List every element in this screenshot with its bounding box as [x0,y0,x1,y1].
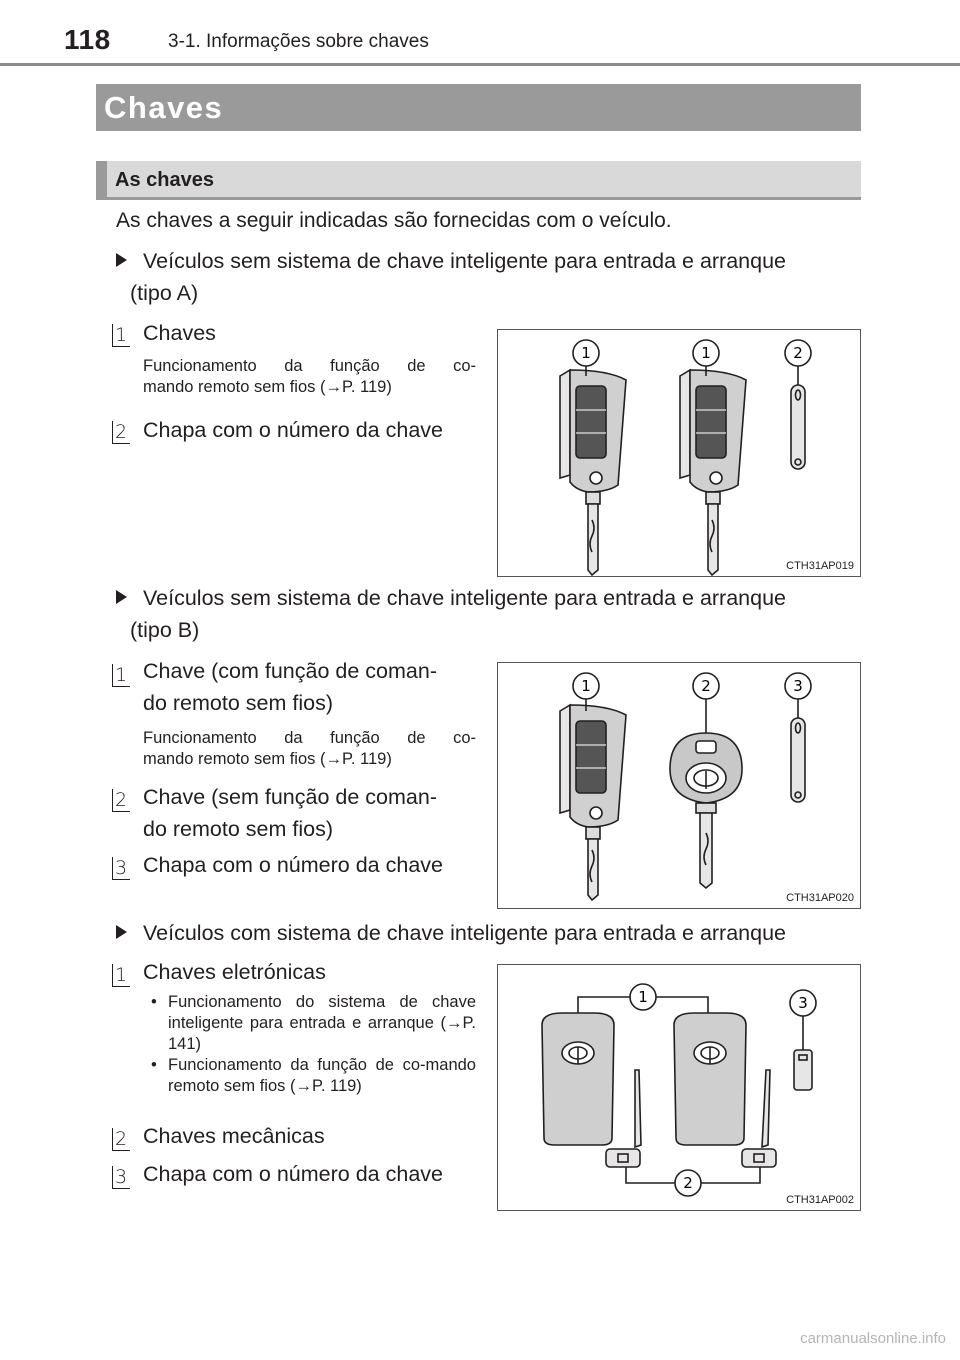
figure-code: CTH31AP020 [786,892,854,904]
list-item: • Funcionamento da função de co-mando remoto sem fios (→P. 119) [143,1055,476,1097]
running-header: 3-1. Informações sobre chaves [168,31,429,52]
section-heading-smart-key: Veículos com sistema de chave inteligente para entrada e arranque [116,917,861,949]
electronic-key-icon [542,1013,614,1145]
item-label: Chapa com o número da chave [143,1162,443,1186]
item-label: Chaves mecânicas [143,1124,325,1148]
triangle-bullet-icon [116,925,127,939]
standard-key-icon [670,733,742,888]
section-heading-type-b: Veículos sem sistema de chave inteligente para entrada e arranque (tipo B) [116,582,861,646]
keys-type-a-illustration [498,330,860,576]
figure-keys-type-a [497,329,861,577]
figure-keys-type-b [497,662,861,909]
callout-label: 3 [793,677,803,695]
item-number: 2 [112,1126,128,1151]
item-number: 1 [112,962,128,987]
section-heading-type-a: Veículos sem sistema de chave inteligente para entrada e arranque (tipo A) [116,245,861,309]
page-number: 118 [64,24,111,55]
item-label: Chaves eletrónicas [143,960,326,984]
callout-label: 2 [683,1174,693,1192]
triangle-bullet-icon [116,253,127,267]
number-plate-icon [791,385,805,469]
flip-key-icon [680,370,746,575]
number-plate-icon [791,718,805,802]
figure-code: CTH31AP002 [786,1194,854,1206]
triangle-bullet-icon [116,590,127,604]
subtitle: As chaves [115,169,214,191]
item-label: Chave (com função de coman- do remoto sem fios) [143,659,437,715]
item-label: Chapa com o número da chave [143,418,443,442]
callout-label: 1 [638,988,648,1006]
keys-type-b-illustration [498,663,860,908]
item-label: Chaves [143,321,216,345]
subtitle-bar [96,161,861,200]
list-item: • Funcionamento do sistema de chave inteligente para entrada e arranque (→P. 141) [143,992,476,1055]
header-rule [0,63,960,66]
page-title-bar [96,84,861,131]
callout-label: 2 [793,344,803,362]
number-plate-icon [794,1050,812,1090]
mechanical-key-icon [742,1070,776,1167]
callout-label: 2 [701,677,711,695]
flip-key-icon [560,370,626,575]
item-number: 3 [112,1164,128,1189]
item-number: 3 [112,855,128,880]
item-number: 1 [112,322,128,347]
callout-label: 3 [798,994,808,1012]
watermark: carmanualsonline.info [800,1330,946,1347]
item-label: Chave (sem função de coman- do remoto sem fios) [143,785,437,841]
item-number: 2 [112,419,128,444]
figure-smart-keys [497,964,861,1211]
item-bullet-list [143,992,476,1097]
figure-code: CTH31AP019 [786,560,854,572]
callout-label: 1 [581,344,591,362]
smart-keys-illustration [498,965,860,1210]
callout-label: 1 [581,677,591,695]
callout-label: 1 [701,344,711,362]
item-description: Funcionamento da função de co- mando remoto sem fios (→P. 119) [143,729,476,768]
electronic-key-icon [674,1013,746,1145]
page-title: Chaves [104,90,224,125]
item-number: 2 [112,787,128,812]
item-description: Funcionamento da função de co- mando remoto sem fios (→P. 119) [143,357,476,396]
item-number: 1 [112,662,128,687]
flip-key-icon [560,705,626,900]
intro-text: As chaves a seguir indicadas são fornecidas com o veículo. [116,209,672,232]
item-label: Chapa com o número da chave [143,853,443,877]
